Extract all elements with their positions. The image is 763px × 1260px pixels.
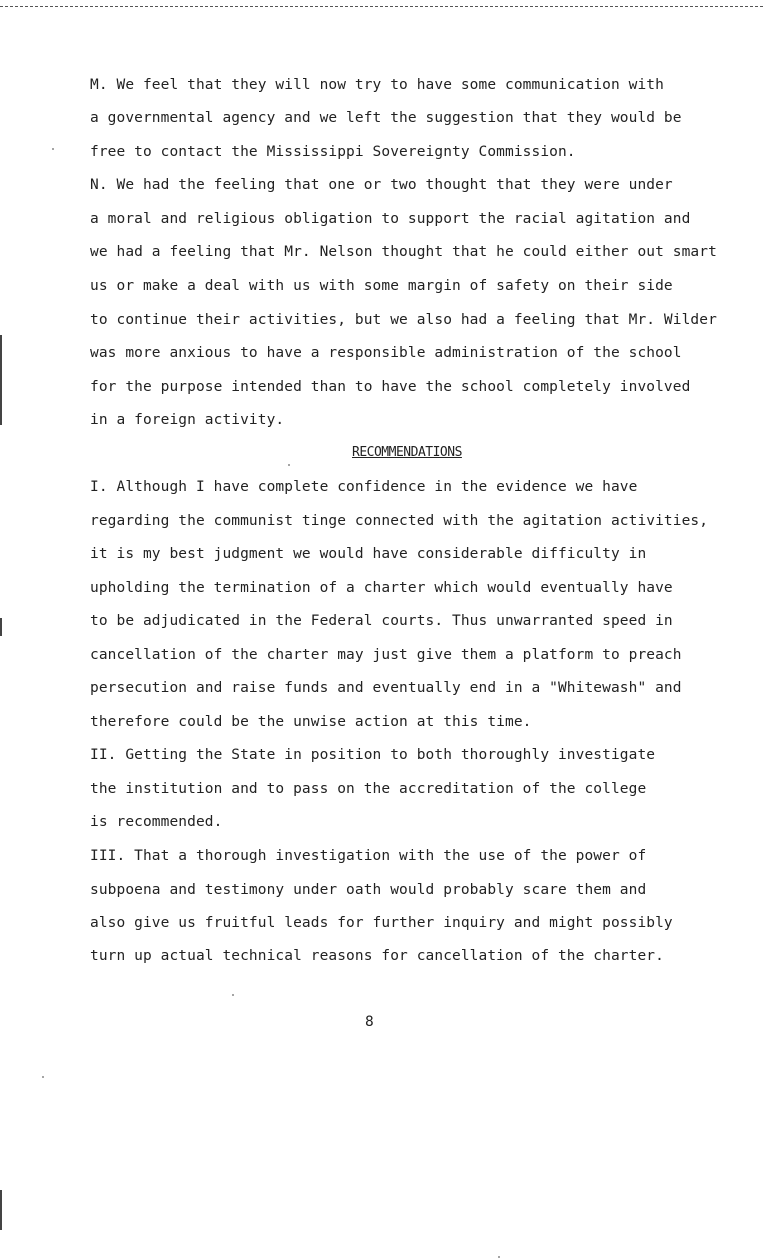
page-number: 8 xyxy=(365,1014,374,1030)
paragraph-n-line: for the purpose intended than to have the school completely involved xyxy=(90,379,691,395)
paragraph-m-line: free to contact the Mississippi Sovereignty Commission. xyxy=(90,144,576,160)
paragraph-n-line: N. We had the feeling that one or two thought that they were under xyxy=(90,177,673,193)
recommendation-ii-line: is recommended. xyxy=(90,814,223,830)
paper-speck xyxy=(498,1256,500,1258)
recommendation-i-line: upholding the termination of a charter which would eventually have xyxy=(90,580,673,596)
recommendation-i-line: regarding the communist tinge connected with the agitation activities, xyxy=(90,513,709,529)
recommendation-i-line: to be adjudicated in the Federal courts. Thus unwarranted speed in xyxy=(90,613,673,629)
paragraph-n-line: us or make a deal with us with some margin of safety on their side xyxy=(90,278,673,294)
paragraph-m-line: M. We feel that they will now try to have some communication with xyxy=(90,77,664,93)
recommendation-i-line: cancellation of the charter may just give them a platform to preach xyxy=(90,647,682,663)
paragraph-n-line: we had a feeling that Mr. Nelson thought that he could either out smart xyxy=(90,244,717,260)
recommendation-i-line: it is my best judgment we would have considerable difficulty in xyxy=(90,546,647,562)
left-margin-mark xyxy=(0,618,2,636)
paragraph-n-line: a moral and religious obligation to support the racial agitation and xyxy=(90,211,691,227)
recommendation-i-line: persecution and raise funds and eventually end in a "Whitewash" and xyxy=(90,680,682,696)
recommendation-i-line: therefore could be the unwise action at this time. xyxy=(90,714,532,730)
recommendation-ii-line: II. Getting the State in position to both thoroughly investigate xyxy=(90,747,656,763)
recommendation-ii-line: the institution and to pass on the accreditation of the college xyxy=(90,781,647,797)
paragraph-n-line: was more anxious to have a responsible administration of the school xyxy=(90,345,682,361)
paper-speck xyxy=(52,148,54,150)
paragraph-m-line: a governmental agency and we left the suggestion that they would be xyxy=(90,110,682,126)
left-margin-mark xyxy=(0,335,2,425)
recommendation-iii-line: also give us fruitful leads for further inquiry and might possibly xyxy=(90,915,673,931)
left-margin-mark xyxy=(0,1190,2,1230)
recommendations-heading: RECOMMENDATIONS xyxy=(352,445,462,460)
recommendation-iii-line: III. That a thorough investigation with the use of the power of xyxy=(90,848,647,864)
page-top-edge xyxy=(0,0,763,7)
paper-speck xyxy=(42,1076,44,1078)
paragraph-n-line: to continue their activities, but we also had a feeling that Mr. Wilder xyxy=(90,312,717,328)
recommendation-iii-line: subpoena and testimony under oath would probably scare them and xyxy=(90,882,647,898)
recommendation-i-line: I. Although I have complete confidence in the evidence we have xyxy=(90,479,638,495)
paper-speck xyxy=(288,464,290,466)
paper-speck xyxy=(232,994,234,996)
paragraph-n-line: in a foreign activity. xyxy=(90,412,285,428)
recommendation-iii-line: turn up actual technical reasons for cancellation of the charter. xyxy=(90,948,664,964)
